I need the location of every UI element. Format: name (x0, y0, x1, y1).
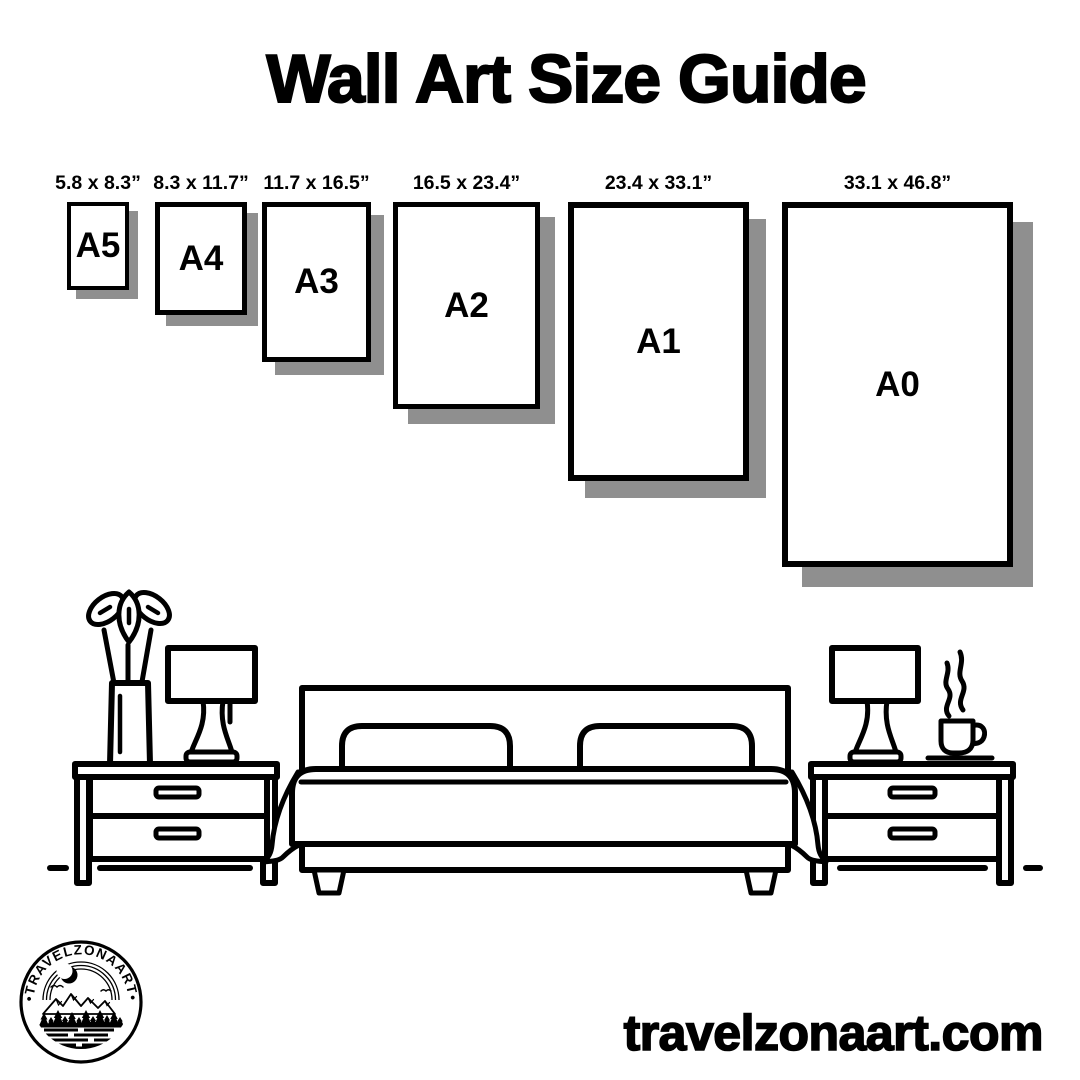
water-icon (41, 1030, 116, 1048)
size-card-a5 (55, 172, 141, 290)
size-name-a3: A3 (294, 262, 339, 301)
drawer-handle (890, 788, 935, 797)
size-name-a1: A1 (636, 321, 681, 361)
size-dimensions-a2: 16.5 x 23.4” (412, 172, 521, 194)
size-name-a4: A4 (178, 238, 224, 278)
bedroom-illustration (40, 575, 1045, 900)
coffee-cup-illustration (928, 652, 992, 758)
drawer-handle (156, 829, 199, 838)
size-dimensions-a4: 8.3 x 11.7” (153, 172, 249, 194)
forest-ground (39, 1025, 123, 1028)
pillow-left (342, 726, 510, 770)
paper-rect-a3 (262, 202, 371, 362)
pillow-right (580, 726, 752, 770)
size-card-a3 (262, 172, 371, 362)
paper-rect-a5 (67, 202, 129, 290)
size-dimensions-a1: 23.4 x 33.1” (604, 172, 713, 194)
size-name-a0: A0 (875, 364, 920, 404)
arch-line (43, 962, 119, 1000)
lamp-shade (832, 648, 918, 701)
size-card-a2 (393, 172, 540, 409)
table-lamp-right-illustration (832, 648, 918, 762)
steam-icon (946, 663, 950, 716)
table-lamp-left-illustration (168, 648, 255, 762)
logo-outer-ring (21, 942, 141, 1062)
bed-base (302, 844, 788, 870)
paper-rect-a1 (568, 202, 749, 481)
bed-legs (314, 870, 776, 893)
drawer-handle (156, 788, 199, 797)
size-card-a1 (568, 172, 749, 481)
paper-rect-a2 (393, 202, 540, 409)
size-card-a4 (153, 172, 249, 315)
logo-arc-text-top: •TRAVELZONAART• (21, 942, 141, 1002)
size-dimensions-a5: 5.8 x 8.3” (55, 172, 141, 194)
drawer-handle (890, 829, 935, 838)
size-name-a2: A2 (444, 285, 489, 325)
birds-icon (51, 986, 111, 992)
plant-vase-illustration (83, 586, 175, 764)
size-name-a5: A5 (75, 226, 121, 265)
bed-illustration (264, 688, 826, 893)
website-url: travelzonaart.com (623, 1005, 1043, 1061)
size-dimensions-a3: 11.7 x 16.5” (263, 172, 370, 194)
size-card-a0 (782, 172, 1013, 567)
mountains-icon (43, 994, 115, 1014)
paper-rect-a4 (155, 202, 247, 315)
lamp-shade (168, 648, 255, 701)
paper-rect-a0 (782, 202, 1013, 567)
page-title: Wall Art Size Guide (266, 41, 866, 117)
logo-emblem (39, 962, 124, 1048)
size-dimensions-a0: 33.1 x 46.8” (843, 172, 952, 194)
steam-icon (960, 652, 964, 710)
travelzonaart-logo (10, 930, 155, 1075)
